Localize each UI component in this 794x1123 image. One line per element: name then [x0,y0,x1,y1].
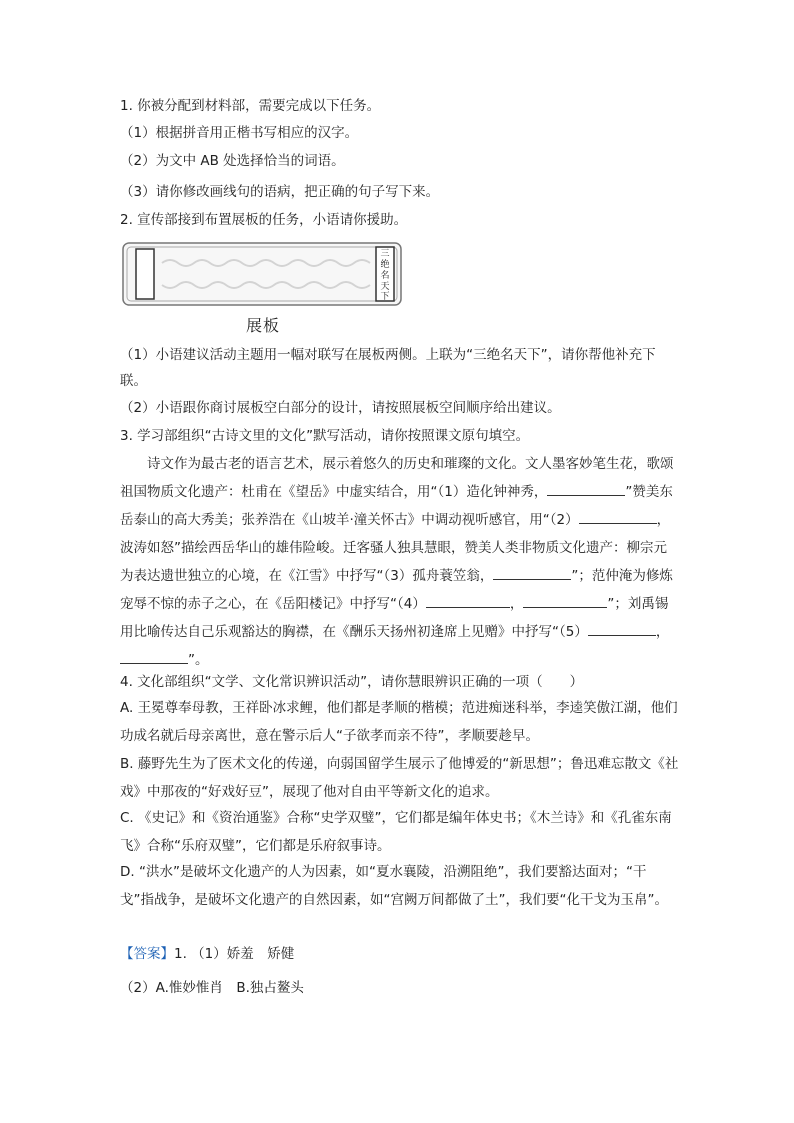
q3-text-3: ，波涛如怒”描绘西岳华山的雄伟险峻。迁客骚人独具慧眼，赞美人类非物质文化遗产：柳宗元为表达遗世独立的心境，在《江雪》中抒写“（3）孤舟蓑笠翁， [120,512,671,584]
q4-option-a[interactable]: A. 王冕尊奉母教，王祥卧冰求鲤，他们都是孝顺的楷模；范进痴迷科举，李逵笑傲江湖，他们功成名就后母亲离世，意在警示后人“子欲孝而亲不待”，孝顺要趁早。 [120,700,678,744]
q3-text-8: ”。 [188,652,209,668]
q1-sub3: （3）请你修改画线句的语病，把正确的句子写下来。 [120,184,440,200]
exhibition-board-image [122,239,404,309]
q3-text-2: ”赞美东岳泰山的高大秀美；张养浩在《山坡羊·潼关怀古》中调动视听感官，用“（2） [120,484,673,528]
q3-passage [120,450,680,674]
q3-text-5: ， [509,596,524,612]
answer-text-1: 1. （1）娇羞 矫健 [174,946,295,962]
svg-text:名: 名 [380,271,390,281]
q1-sub1: （1）根据拼音用正楷书写相应的汉字。 [120,125,359,141]
q4-option-b[interactable]: B. 藤野先生为了医术文化的传递，向弱国留学生展示了他博爱的“新思想”；鲁迅难忘散文《社戏》中那夜的“好戏好豆”，展现了他对自由平等新文化的追求。 [120,756,679,800]
blank-scroll-left [136,249,154,299]
blank-3[interactable] [493,565,571,580]
blank-4b[interactable] [523,593,607,608]
answer-line-1 [120,944,294,964]
q3-text-4: ”；范仲淹为修炼宠辱不惊的赤子之心，在《岳阳楼记》中抒写“（4） [120,568,673,612]
q4-option-d[interactable]: D. “洪水”是破坏文化遗产的人为因素，如“夏水襄陵，沿溯阻绝”，我们要豁达面对；“干戈”指战争，是破坏文化遗产的自然因素，如“宫阙万间都做了土”，我们要“化干戈为玉帛”。 [120,864,668,908]
q1-sub2: （2）为文中 AB 处选择恰当的词语。 [120,153,345,169]
answer-label: 【答案】 [120,946,174,962]
svg-text:天: 天 [380,282,390,292]
blank-1[interactable] [547,481,625,496]
blank-5b[interactable] [120,649,188,664]
q3-text-6: ”；刘禹锡用比喻传达自己乐观豁达的胸襟，在《酬乐天扬州初逢席上见赠》中抒写“（5） [120,596,669,640]
blank-2[interactable] [579,509,657,524]
blank-5a[interactable] [588,621,656,636]
q2-sub2: （2）小语跟你商讨展板空白部分的设计，请按照展板空间顺序给出建议。 [120,400,561,416]
q4-title: 4. 文化部组织“文学、文化常识辨识活动”，请你慧眼辨识正确的一项（ ） [120,674,584,690]
svg-text:三: 三 [380,249,390,259]
board-illustration [122,239,404,309]
answer-line-2: （2）A.惟妙惟肖 B.独占鳌头 [120,980,304,996]
q3-title: 3. 学习部组织“古诗文里的文化”默写活动，请你按照课文原句填空。 [120,428,530,444]
svg-text:下: 下 [380,292,390,302]
board-caption: 展板 [246,316,281,335]
q4-option-c[interactable]: C. 《史记》和《资治通鉴》合称“史学双璧”，它们都是编年体史书；《木兰诗》和《孔雀东南飞》合称“乐府双璧”，它们都是乐府叙事诗。 [120,810,672,854]
q2-title: 2. 宣传部接到布置展板的任务，小语请你援助。 [120,212,408,228]
svg-text:绝: 绝 [380,260,390,270]
q3-text-7: ， [655,624,670,640]
blank-4a[interactable] [426,593,510,608]
q3-text-1: 诗文作为最古老的语言艺术，展示着悠久的历史和璀璨的文化。文人墨客妙笔生花，歌颂祖国物质文化遗产：杜甫在《望岳》中虚实结合，用“（1）造化钟神秀， [120,456,674,500]
q1-title: 1. 你被分配到材料部，需要完成以下任务。 [120,98,381,114]
q2-sub1: （1）小语建议活动主题用一幅对联写在展板两侧。上联为“三绝名天下”，请你帮他补充下联。 [120,347,656,389]
